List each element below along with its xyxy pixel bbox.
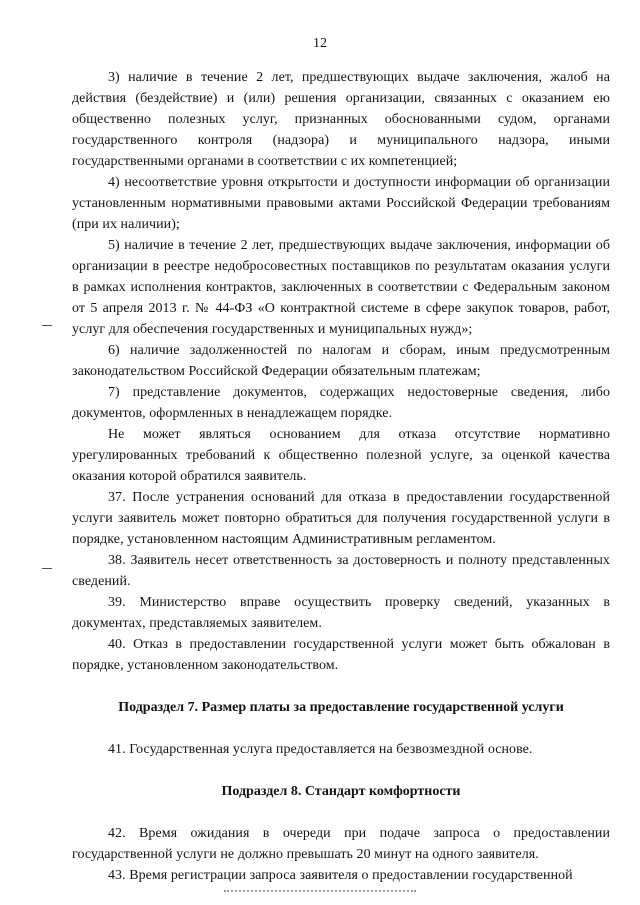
paragraph-reason-4: 4) несоответствие уровня открытости и доступности информации об организации установленным нормативными правовыми актами Российской Федерации требованиям (при их наличии); <box>72 175 610 232</box>
document-body <box>72 67 610 886</box>
paragraph-reason-5: 5) наличие в течение 2 лет, предшествующих выдаче заключения, информации об организации в реестре недобросовестных поставщиков по результатам оказания услуги в рамках исполнения контрактов, заключенных в соответствии с Федеральным законом от 5 апреля 2013 г. № 44-ФЗ «О контрактной системе в сфере закупок товаров, работ, услуг для обеспечения государственных и муниципальных нужд»; <box>72 238 610 337</box>
paragraph-not-grounds: Не может являться основанием для отказа отсутствие нормативно урегулированных требований к общественно полезной услуге, за оценкой качества оказания которой обратился заявитель. <box>72 427 610 484</box>
bottom-rule <box>224 890 416 892</box>
paragraph-37: 37. После устранения оснований для отказа в предоставлении государственной услуги заявитель может повторно обратиться для получения государственной услуги в порядке, установленном настоящим Административным регламентом. <box>72 490 610 547</box>
paragraph-40: 40. Отказ в предоставлении государственной услуги может быть обжалован в порядке, установленном законодательством. <box>72 637 610 673</box>
margin-mark <box>42 568 52 569</box>
margin-mark <box>42 325 52 326</box>
paragraph-43: 43. Время регистрации запроса заявителя о предоставлении государственной <box>108 868 573 883</box>
paragraph-reason-3: 3) наличие в течение 2 лет, предшествующих выдаче заключения, жалоб на действия (бездействие) и (или) решения организации, связанных с оказанием ею общественно полезных услуг, признанных обоснованными судом, органами государственного контроля (надзора) и муниципального надзора, иными государственными органами в соответствии с их компетенцией; <box>72 70 610 169</box>
paragraph-reason-6: 6) наличие задолженностей по налогам и сборам, иным предусмотренным законодательством Российской Федерации обязательным платежам; <box>72 343 610 379</box>
subsection-7-heading: Подраздел 7. Размер платы за предоставление государственной услуги <box>118 700 564 715</box>
subsection-8-heading: Подраздел 8. Стандарт комфортности <box>221 784 461 799</box>
paragraph-39: 39. Министерство вправе осуществить проверку сведений, указанных в документах, представляемых заявителем. <box>72 595 610 631</box>
page-number: 12 <box>313 36 327 51</box>
paragraph-41: 41. Государственная услуга предоставляется на безвозмездной основе. <box>108 742 533 757</box>
paragraph-38: 38. Заявитель несет ответственность за достоверность и полноту представленных сведений. <box>72 553 610 589</box>
paragraph-42: 42. Время ожидания в очереди при подаче запроса о предоставлении государственной услуги не должно превышать 20 минут на одного заявителя. <box>72 826 610 862</box>
paragraph-reason-7: 7) представление документов, содержащих недостоверные сведения, либо документов, оформленных в ненадлежащем порядке. <box>72 385 610 421</box>
